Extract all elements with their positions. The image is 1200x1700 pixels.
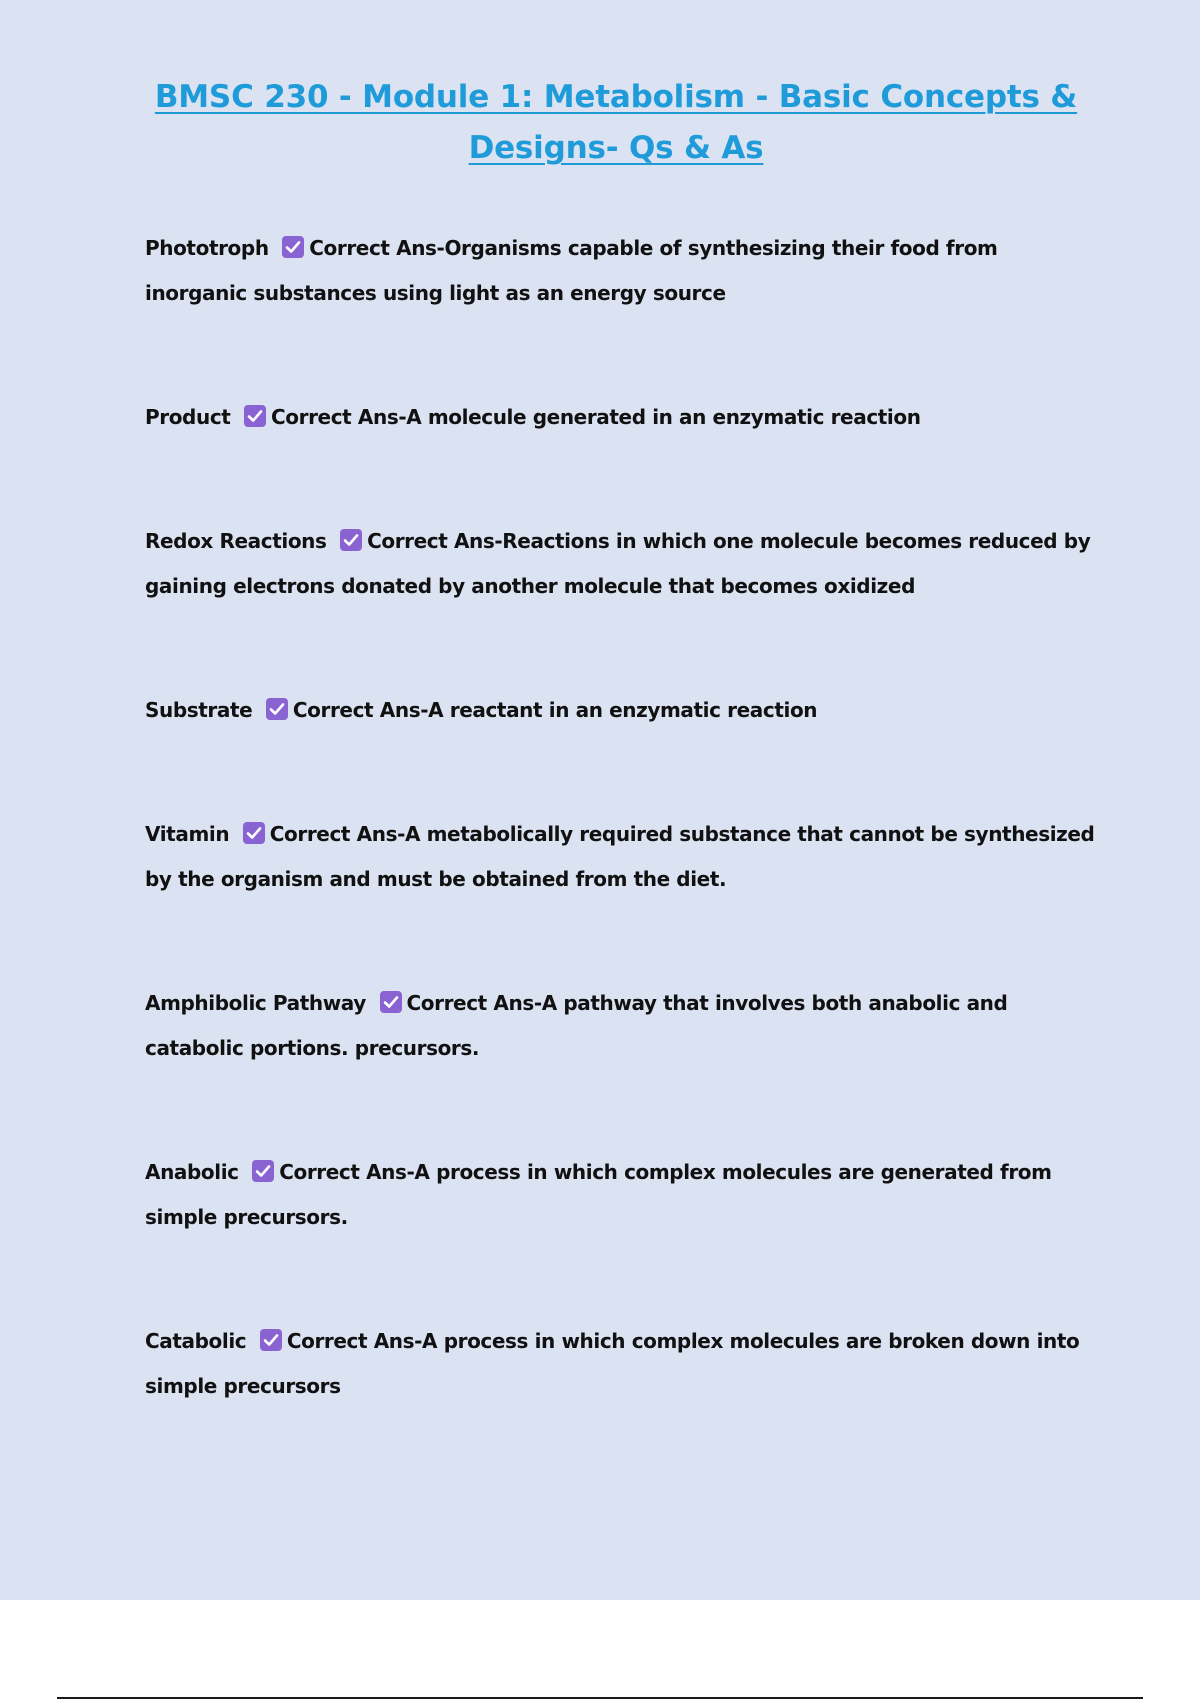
qa-answer: Correct Ans-Organisms capable of synthesizing their food from inorganic substances using light as an energy source <box>145 236 998 305</box>
checkbox-checked-icon <box>379 990 403 1014</box>
checkbox-checked-icon <box>251 1159 275 1183</box>
checkbox-checked-icon <box>265 697 289 721</box>
qa-answer: Correct Ans-A molecule generated in an enzymatic reaction <box>271 405 921 429</box>
qa-list <box>145 226 1095 1409</box>
qa-term: Anabolic <box>145 1160 239 1184</box>
qa-answer: Correct Ans-A reactant in an enzymatic reaction <box>292 698 818 722</box>
qa-term: Vitamin <box>145 822 230 846</box>
qa-item <box>145 1150 1095 1240</box>
qa-term: Catabolic <box>145 1329 247 1353</box>
qa-answer: Correct Ans-A pathway that involves both anabolic and catabolic portions. precursors. <box>145 991 1008 1060</box>
qa-term: Redox Reactions <box>145 529 327 553</box>
qa-item <box>145 519 1095 609</box>
qa-term: Amphibolic Pathway <box>145 991 366 1015</box>
qa-item <box>145 812 1095 902</box>
checkbox-checked-icon <box>243 404 267 428</box>
checkbox-checked-icon <box>281 235 305 259</box>
document-title[interactable]: BMSC 230 - Module 1: Metabolism - Basic Concepts & Designs- Qs & As <box>154 79 1078 166</box>
checkbox-checked-icon <box>339 528 363 552</box>
qa-item <box>145 1319 1095 1409</box>
qa-term: Substrate <box>145 698 253 722</box>
qa-answer: Correct Ans-A process in which complex molecules are generated from simple precursors. <box>145 1160 1052 1229</box>
qa-item <box>145 226 1095 316</box>
qa-answer: Correct Ans-A process in which complex molecules are broken down into simple precursors <box>145 1329 1080 1398</box>
qa-term: Product <box>145 405 231 429</box>
qa-item <box>145 395 1095 440</box>
qa-term: Phototroph <box>145 236 269 260</box>
qa-answer: Correct Ans-Reactions in which one molecule becomes reduced by gaining electrons donated by another molecule that becomes oxidized <box>145 529 1091 598</box>
qa-answer: Correct Ans-A metabolically required substance that cannot be synthesized by the organism and must be obtained from the diet. <box>145 822 1095 891</box>
checkbox-checked-icon <box>242 821 266 845</box>
qa-item <box>145 688 1095 733</box>
qa-item <box>145 981 1095 1071</box>
checkbox-checked-icon <box>259 1328 283 1352</box>
footer-divider <box>57 1697 1143 1699</box>
